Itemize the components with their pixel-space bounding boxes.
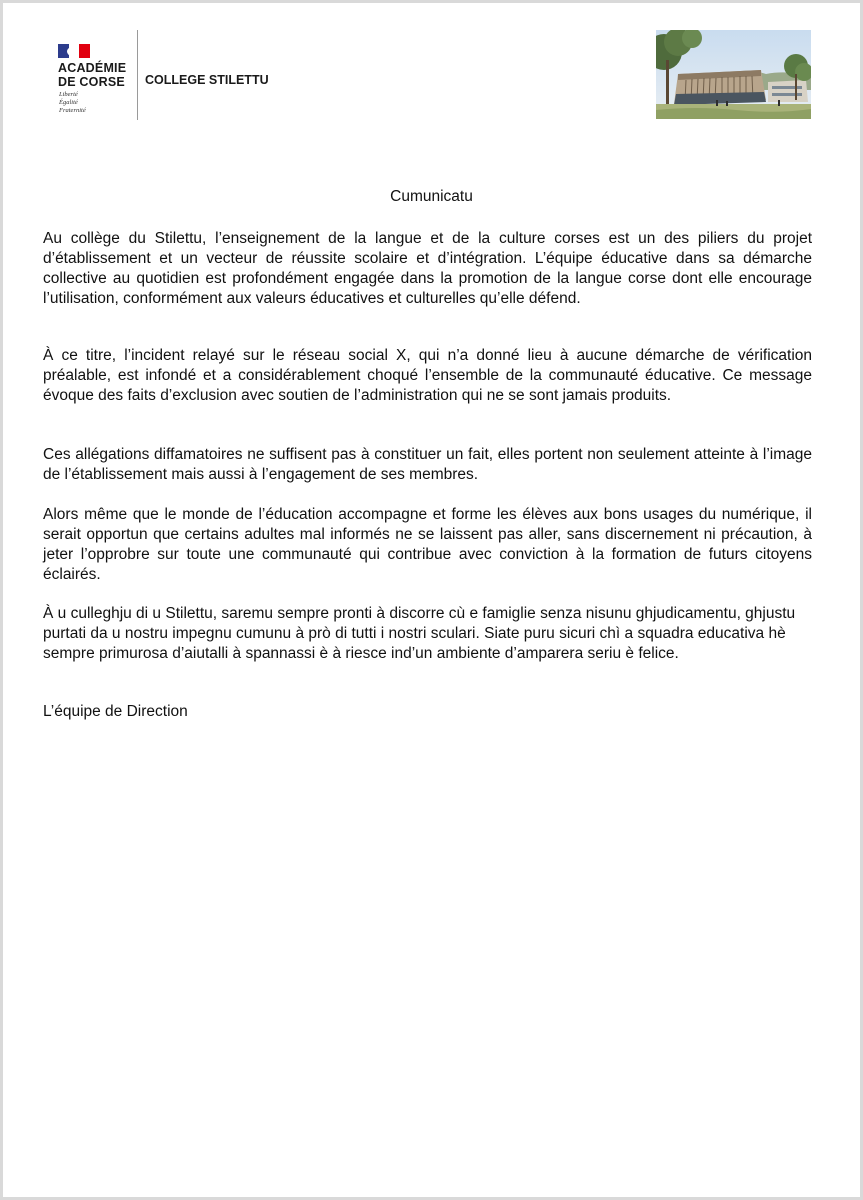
document-title: Cumunicatu bbox=[390, 188, 473, 205]
signature: L’équipe de Direction bbox=[43, 703, 188, 720]
academie-name-line1: ACADÉMIE bbox=[58, 61, 127, 75]
motto-liberte: Liberté bbox=[59, 91, 78, 98]
paragraph-1: Au collège du Stilettu, l’enseignement de la langue et de la culture corses est un des piliers du projet d’établissement et un vecteur de réussite scolaire et d’intégration. L’équipe éducative dans sa démarche collective au quotidien est profondément engagée dans la promotion de la langue corse dont elle encourage l’utilisation, conformément aux valeurs éducatives et culturelles qu’elle défend. bbox=[43, 230, 812, 307]
academie-name-line2: DE CORSE bbox=[58, 75, 125, 89]
school-name: COLLEGE STILETTU bbox=[145, 73, 269, 87]
motto-egalite: Égalité bbox=[59, 99, 78, 106]
paragraph-4: Alors même que le monde de l’éducation accompagne et forme les élèves aux bons usages du numérique, il serait opportun que certains adultes mal informés ne se laissent pas aller, sans discernement ni précaution, à jeter l’opprobre sur toute une communauté qui contribue avec conviction à la formation de futurs citoyens éclairés. bbox=[43, 506, 812, 583]
paragraph-5: À u culleghju di u Stilettu, saremu sempre pronti à discorre cù e famiglie senza nisunu ghjudicamentu, ghjustu purtati da u nostru impegnu cumunu à prò di tutti i nostri sculari. Siate puru sicuri chì a squadra educativa hè sempre primurosa d’aiutalli à spannassi è à riesce ind’un ambiente d’amparera seriu è felice. bbox=[43, 605, 796, 662]
french-flag-icon bbox=[58, 44, 90, 58]
motto-fraternite: Fraternité bbox=[59, 107, 86, 114]
school-building-image bbox=[656, 30, 811, 119]
header-divider bbox=[137, 30, 138, 120]
document-page bbox=[3, 3, 860, 1197]
academie-logo bbox=[53, 33, 143, 125]
paragraph-3: Ces allégations diffamatoires ne suffisent pas à constituer un fait, elles portent non seulement atteinte à l’image de l’établissement mais aussi à l’engagement de ses membres. bbox=[43, 446, 812, 483]
paragraph-2: À ce titre, l’incident relayé sur le réseau social X, qui n’a donné lieu à aucune démarche de vérification préalable, est infondé et a considérablement choqué l’ensemble de la communauté éducative. Ce message évoque des faits d’exclusion avec soutien de l’administration qui ne se sont jamais produits. bbox=[43, 347, 812, 404]
